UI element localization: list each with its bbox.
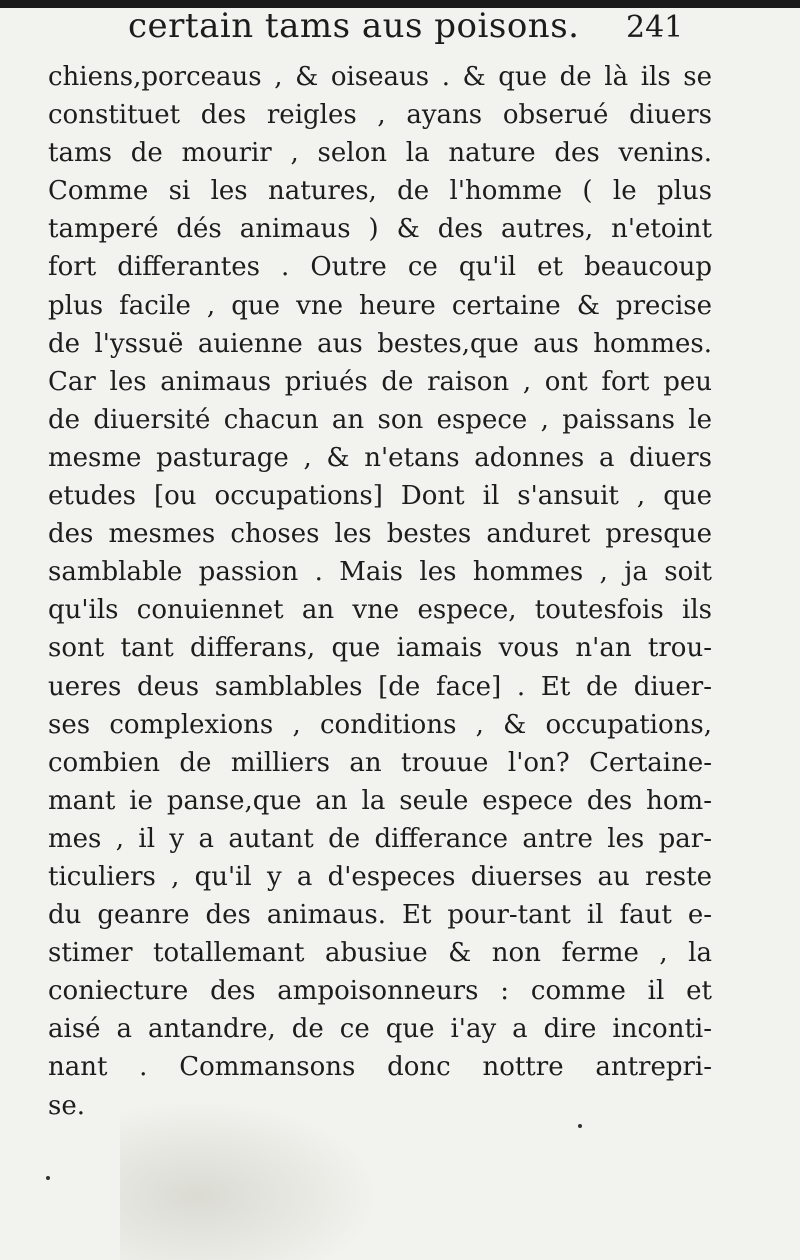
text-line: Car les animaus priués de raison , ont fort peu: [48, 366, 712, 397]
paper-stain: [120, 1100, 380, 1260]
running-head: certain tams aus poisons.: [128, 6, 580, 46]
text-line: stimer totallemant abusiue & non ferme , la: [48, 938, 712, 969]
text-line: samblable passion . Mais les hommes , ja soit: [48, 557, 712, 588]
text-line: combien de milliers an trouue l'on? Certaine-: [48, 747, 712, 778]
text-line: ticuliers , qu'il y a d'especes diuerses au reste: [48, 861, 712, 892]
text-line: qu'ils conuiennet an vne espece, toutesfois ils: [48, 595, 712, 626]
text-line: tams de mourir , selon la nature des venins.: [48, 138, 712, 169]
text-line: mant ie panse,que an la seule espece des hom-: [48, 785, 712, 816]
text-line: coniecture des ampoisonneurs : comme il et: [48, 976, 712, 1007]
ink-speck: [578, 1124, 582, 1128]
text-line: mesme pasturage , & n'etans adonnes a diuers: [48, 442, 712, 473]
text-line: etudes [ou occupations] Dont il s'ansuit , que: [48, 481, 712, 512]
text-line: se.: [48, 1090, 85, 1121]
text-line: fort differantes . Outre ce qu'il et beaucoup: [48, 252, 712, 283]
text-line: ses complexions , conditions , & occupations,: [48, 709, 712, 740]
text-line: de diuersité chacun an son espece , paissans le: [48, 404, 712, 435]
ink-speck: [46, 1176, 50, 1180]
text-line: chiens,porceaus , & oiseaus . & que de là ils se: [48, 62, 712, 92]
body-text: [48, 58, 712, 1125]
text-line: Comme si les natures, de l'homme ( le plus: [48, 176, 712, 207]
page-number: 241: [626, 10, 684, 45]
text-line: du geanre des animaus. Et pour-tant il faut e-: [48, 900, 712, 931]
text-line: des mesmes choses les bestes anduret presque: [48, 519, 712, 550]
text-line: de l'yssuë auienne aus bestes,que aus hommes.: [48, 328, 712, 359]
text-line: constituet des reigles , ayans obserué diuers: [48, 100, 712, 131]
text-line: plus facile , que vne heure certaine & precise: [48, 290, 712, 321]
text-line: mes , il y a autant de differance antre les par-: [48, 823, 712, 854]
text-line: aisé a antandre, de ce que i'ay a dire inconti-: [48, 1014, 712, 1045]
text-line: ueres deus samblables [de face] . Et de diuer-: [48, 671, 712, 702]
text-line: tamperé dés animaus ) & des autres, n'etoint: [48, 214, 712, 245]
text-line: sont tant differans, que iamais vous n'an trou-: [48, 633, 712, 664]
page-header: [0, 6, 800, 52]
text-line: nant . Commansons donc nottre antrepri-: [48, 1052, 712, 1083]
